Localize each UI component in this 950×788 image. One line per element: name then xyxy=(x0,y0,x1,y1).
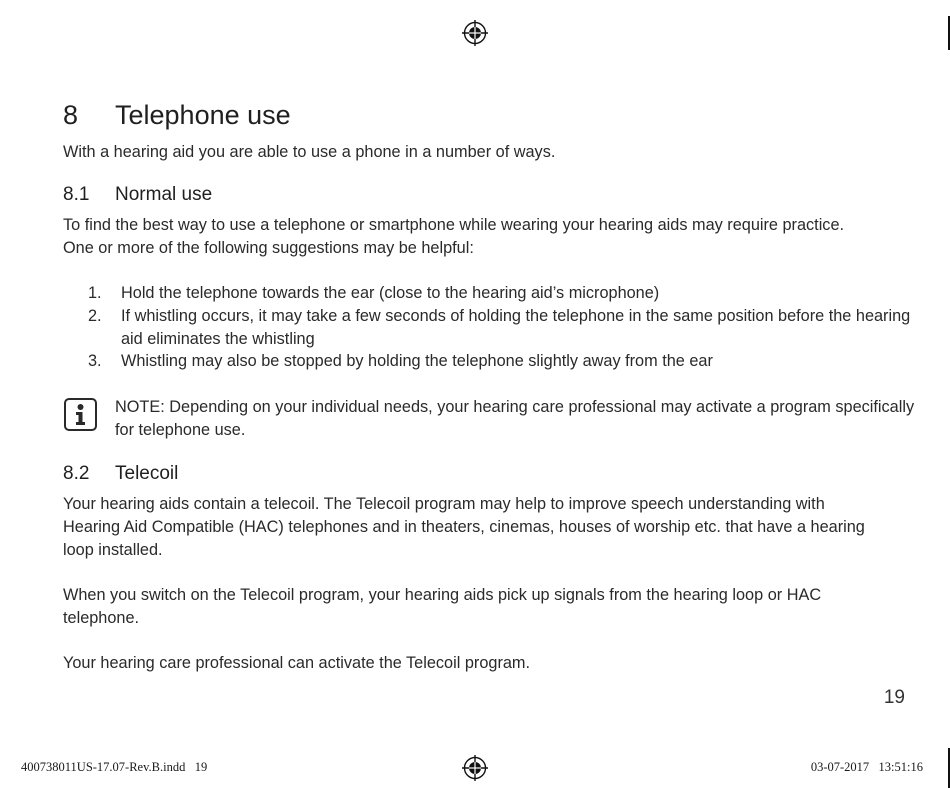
subsection-number: 8.2 xyxy=(63,463,90,484)
list-item-text: Whistling may also be stopped by holding the telephone slightly away from the ear xyxy=(121,352,713,371)
registration-mark-top-icon xyxy=(462,20,488,46)
page-number: 19 xyxy=(883,687,905,708)
suggestions-list xyxy=(63,282,913,373)
slug-datetime: 03-07-2017 13:51:16 xyxy=(810,760,923,774)
list-item xyxy=(63,282,913,305)
note-label: NOTE: xyxy=(115,398,165,416)
info-icon xyxy=(64,398,97,431)
subsection-heading-normal-use xyxy=(63,184,212,206)
list-item xyxy=(63,350,913,373)
list-item xyxy=(63,305,913,351)
subsection-title: Normal use xyxy=(115,184,213,205)
list-item-text: Hold the telephone towards the ear (close to the hearing aid’s microphone) xyxy=(121,284,660,302)
telecoil-paragraph-1: Your hearing aids contain a telecoil. The Telecoil program may help to improve speech understanding with Hearing Aid Compatible (HAC) telephones and in theaters, cinemas, houses of worship etc. that have a hearing loop installed. xyxy=(63,495,865,559)
section-heading xyxy=(63,100,291,131)
subsection-title: Telecoil xyxy=(115,463,179,484)
section-intro: With a hearing aid you are able to use a phone in a number of ways. xyxy=(63,143,556,161)
section-title: Telephone use xyxy=(115,100,291,130)
list-item-index: 2. xyxy=(88,306,102,325)
normal-use-intro: To find the best way to use a telephone or smartphone while wearing your hearing aids may require practice. One or more of the following suggestions may be helpful: xyxy=(63,216,845,257)
note-block xyxy=(115,396,915,442)
subsection-heading-telecoil xyxy=(63,463,178,485)
slug-filename: 400738011US-17.07-Rev.B.indd 19 xyxy=(21,760,208,774)
list-item-text: If whistling occurs, it may take a few seconds of holding the telephone in the same position before the hearing aid eliminates the whistling xyxy=(121,306,911,348)
telecoil-paragraph-2: When you switch on the Telecoil program, your hearing aids pick up signals from the hearing loop or HAC telephone. xyxy=(63,586,822,627)
telecoil-paragraph-3: Your hearing care professional can activate the Telecoil program. xyxy=(63,654,531,672)
note-text: Depending on your individual needs, your hearing care professional may activate a program specifically for telephone use. xyxy=(115,398,915,439)
subsection-number: 8.1 xyxy=(63,184,90,205)
list-item-index: 3. xyxy=(88,352,102,371)
list-item-index: 1. xyxy=(88,284,102,302)
section-number: 8 xyxy=(63,100,79,130)
registration-mark-bottom-icon xyxy=(462,755,488,781)
